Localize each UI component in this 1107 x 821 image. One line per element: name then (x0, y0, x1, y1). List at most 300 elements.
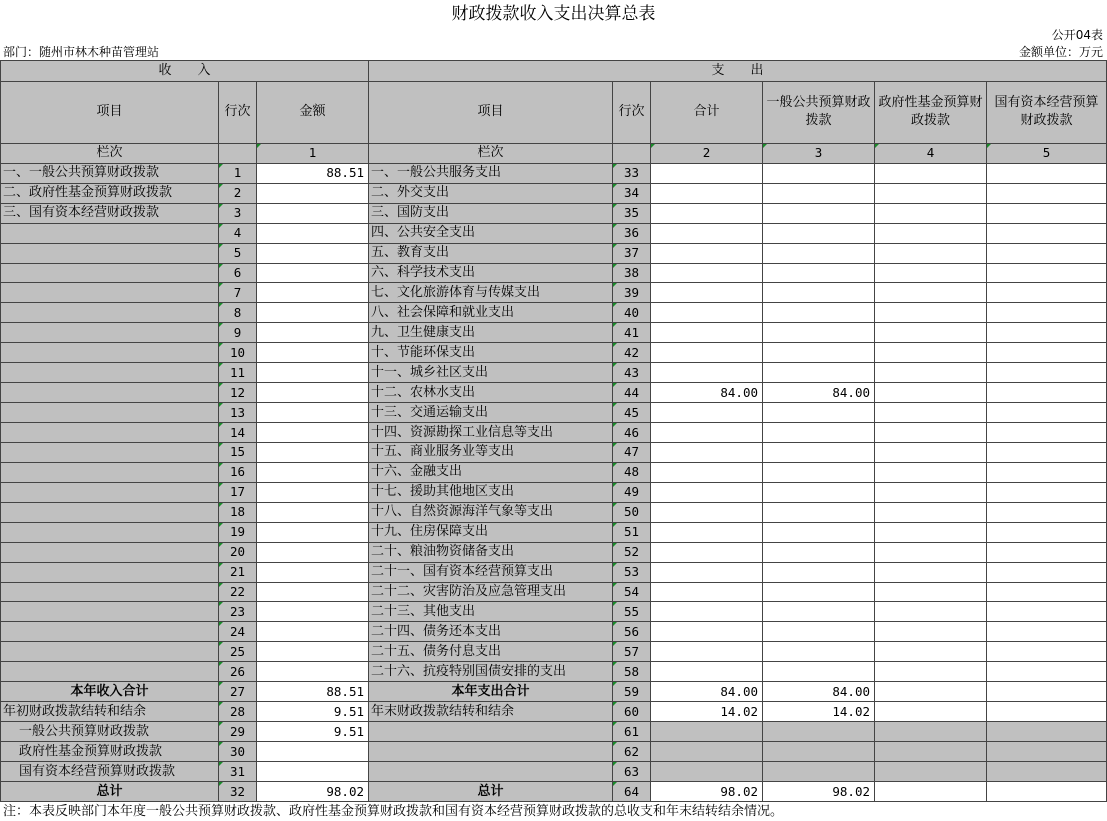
expense-general (763, 462, 875, 482)
income-amount (257, 423, 369, 443)
table-row (1, 602, 1107, 622)
income-row-no: 19 (219, 522, 257, 542)
expense-general (763, 363, 875, 383)
general-budget-header: 一般公共预算财政拨款 (763, 81, 875, 143)
carry-out-total: 14.02 (651, 702, 763, 722)
carry-out-no: 60 (613, 702, 651, 722)
income-item (1, 263, 219, 283)
income-item (1, 502, 219, 522)
income-item (1, 343, 219, 363)
expense-capital (987, 482, 1107, 502)
income-amount (257, 363, 369, 383)
grey-cell (651, 762, 763, 782)
carry-out-label: 年末财政拨款结转和结余 (369, 702, 613, 722)
expense-capital (987, 283, 1107, 303)
expense-row-no: 45 (613, 403, 651, 423)
col-index-4: 4 (875, 143, 987, 163)
income-amount (257, 562, 369, 582)
expense-general (763, 602, 875, 622)
expense-capital (987, 562, 1107, 582)
expense-general (763, 263, 875, 283)
expense-item-header: 项目 (369, 81, 613, 143)
expense-row-no: 51 (613, 522, 651, 542)
expense-fund (875, 343, 987, 363)
income-row-no: 3 (219, 203, 257, 223)
sub-fund-expense-blank (369, 742, 613, 762)
expense-capital (987, 642, 1107, 662)
sub-general-expense-no: 61 (613, 722, 651, 742)
table-row (1, 423, 1107, 443)
expense-total (651, 203, 763, 223)
table-row (1, 522, 1107, 542)
sub-capital-label: 国有资本经营预算财政拨款 (1, 762, 219, 782)
grand-total-label: 总计 (1, 782, 219, 802)
income-amount (257, 283, 369, 303)
expense-row-no: 58 (613, 662, 651, 682)
department-row (0, 44, 1107, 61)
income-row-no: 1 (219, 163, 257, 183)
table-row (1, 323, 1107, 343)
grey-cell (763, 762, 875, 782)
expense-fund (875, 502, 987, 522)
table-row (1, 363, 1107, 383)
expense-fund (875, 183, 987, 203)
expense-total (651, 642, 763, 662)
expense-capital (987, 442, 1107, 462)
income-item (1, 383, 219, 403)
col-index-2: 2 (651, 143, 763, 163)
expense-total (651, 223, 763, 243)
expense-capital (987, 163, 1107, 183)
expense-item: 二十、粮油物资储备支出 (369, 542, 613, 562)
expense-capital (987, 582, 1107, 602)
gov-fund-header: 政府性基金预算财政拨款 (875, 81, 987, 143)
income-amount (257, 622, 369, 642)
income-total-no: 27 (219, 682, 257, 702)
carry-in-amount: 9.51 (257, 702, 369, 722)
expense-item: 十六、金融支出 (369, 462, 613, 482)
expense-total: 84.00 (651, 383, 763, 403)
grand-total-capital (987, 782, 1107, 802)
income-amount (257, 303, 369, 323)
expense-capital (987, 183, 1107, 203)
income-row-no: 15 (219, 442, 257, 462)
income-amount (257, 343, 369, 363)
income-row-no: 20 (219, 542, 257, 562)
expense-capital (987, 662, 1107, 682)
grey-cell (651, 742, 763, 762)
table-row (1, 482, 1107, 502)
income-item: 三、国有资本经营财政拨款 (1, 203, 219, 223)
form-code-row (0, 27, 1107, 44)
income-amount (257, 662, 369, 682)
expense-total (651, 562, 763, 582)
expense-row-no: 55 (613, 602, 651, 622)
income-item-header: 项目 (1, 81, 219, 143)
sub-general-label: 一般公共预算财政拨款 (1, 722, 219, 742)
expense-capital (987, 462, 1107, 482)
income-row-no: 9 (219, 323, 257, 343)
expense-capital (987, 522, 1107, 542)
sub-general-amount: 9.51 (257, 722, 369, 742)
expense-row-no: 56 (613, 622, 651, 642)
expense-capital (987, 383, 1107, 403)
table-row (1, 502, 1107, 522)
income-item (1, 223, 219, 243)
expense-capital (987, 243, 1107, 263)
expense-fund (875, 622, 987, 642)
expense-total (651, 283, 763, 303)
sub-general-no: 29 (219, 722, 257, 742)
grand-total-amount: 98.02 (257, 782, 369, 802)
income-amount (257, 582, 369, 602)
grey-cell (875, 762, 987, 782)
income-item (1, 462, 219, 482)
expense-row-no: 54 (613, 582, 651, 602)
expense-section-header: 支 出 (369, 61, 1107, 82)
income-item (1, 542, 219, 562)
income-row-no: 7 (219, 283, 257, 303)
table-row (1, 622, 1107, 642)
income-item (1, 622, 219, 642)
col-index-label-expense: 栏次 (369, 143, 613, 163)
expense-general (763, 323, 875, 343)
expense-general (763, 622, 875, 642)
table-row (1, 442, 1107, 462)
income-item (1, 482, 219, 502)
expense-row-no: 41 (613, 323, 651, 343)
col-index-1: 1 (257, 143, 369, 163)
expense-total (651, 343, 763, 363)
expense-fund (875, 662, 987, 682)
carry-out-fund (875, 702, 987, 722)
expense-row-no: 47 (613, 442, 651, 462)
expense-fund (875, 163, 987, 183)
grey-cell (651, 722, 763, 742)
col-index-label: 栏次 (1, 143, 219, 163)
unit-label: 金额单位：万元 (1018, 45, 1103, 59)
income-amount (257, 403, 369, 423)
expense-row-no: 44 (613, 383, 651, 403)
income-row-no: 8 (219, 303, 257, 323)
expense-capital (987, 303, 1107, 323)
expense-fund (875, 223, 987, 243)
income-row-no: 21 (219, 562, 257, 582)
expense-row-no: 36 (613, 223, 651, 243)
expense-total (651, 183, 763, 203)
income-item (1, 562, 219, 582)
income-amount (257, 642, 369, 662)
expense-row-no: 50 (613, 502, 651, 522)
income-item (1, 442, 219, 462)
sub-general-expense-blank (369, 722, 613, 742)
expense-total (651, 542, 763, 562)
expense-row-no: 38 (613, 263, 651, 283)
expense-capital (987, 323, 1107, 343)
footnote: 注：本表反映部门本年度一般公共预算财政拨款、政府性基金预算财政拨款和国有资本经营预算财政拨款的总收支和年末结转结余情况。 (3, 804, 784, 819)
table-row (1, 642, 1107, 662)
grey-cell (987, 722, 1107, 742)
table-row (1, 303, 1107, 323)
grand-total-expense-label: 总计 (369, 782, 613, 802)
income-amount (257, 203, 369, 223)
col-index-blank-expense (613, 143, 651, 163)
income-amount (257, 183, 369, 203)
income-amount (257, 442, 369, 462)
grand-total-fund (875, 782, 987, 802)
table-row (1, 383, 1107, 403)
expense-total (651, 363, 763, 383)
expense-row-no: 42 (613, 343, 651, 363)
expense-general (763, 582, 875, 602)
expense-fund (875, 582, 987, 602)
expense-total-no: 59 (613, 682, 651, 702)
expense-row-no: 37 (613, 243, 651, 263)
finance-table (0, 60, 1107, 802)
expense-capital (987, 223, 1107, 243)
grey-cell (763, 722, 875, 742)
income-amount (257, 502, 369, 522)
expense-item: 二十一、国有资本经营预算支出 (369, 562, 613, 582)
income-item (1, 662, 219, 682)
income-amount (257, 542, 369, 562)
sub-capital-expense-blank (369, 762, 613, 782)
income-amount (257, 263, 369, 283)
state-capital-header: 国有资本经营预算财政拨款 (987, 81, 1107, 143)
report-title: 财政拨款收入支出决算总表 (451, 4, 656, 24)
grey-cell (987, 762, 1107, 782)
col-index-5: 5 (987, 143, 1107, 163)
expense-general (763, 283, 875, 303)
table-row (1, 203, 1107, 223)
expense-fund (875, 263, 987, 283)
expense-row-no: 53 (613, 562, 651, 582)
expense-item: 三、国防支出 (369, 203, 613, 223)
expense-general (763, 243, 875, 263)
expense-fund (875, 323, 987, 343)
department-label: 部门：随州市林木种苗管理站 (3, 45, 160, 59)
grand-total-expense-no: 64 (613, 782, 651, 802)
expense-total (651, 442, 763, 462)
expense-item: 二十六、抗疫特别国债安排的支出 (369, 662, 613, 682)
carry-in-no: 28 (219, 702, 257, 722)
col-index-3: 3 (763, 143, 875, 163)
expense-item: 十八、自然资源海洋气象等支出 (369, 502, 613, 522)
income-item: 二、政府性基金预算财政拨款 (1, 183, 219, 203)
grey-cell (875, 742, 987, 762)
income-item (1, 522, 219, 542)
expense-fund (875, 462, 987, 482)
expense-total (651, 263, 763, 283)
income-amount (257, 383, 369, 403)
expense-item: 七、文化旅游体育与传媒支出 (369, 283, 613, 303)
income-amount (257, 482, 369, 502)
expense-fund (875, 542, 987, 562)
income-row-no: 13 (219, 403, 257, 423)
expense-row-no-header: 行次 (613, 81, 651, 143)
income-amount (257, 462, 369, 482)
expense-capital (987, 263, 1107, 283)
income-amount (257, 223, 369, 243)
income-row-no: 2 (219, 183, 257, 203)
income-amount (257, 522, 369, 542)
expense-total-header: 合计 (651, 81, 763, 143)
income-row-no: 26 (219, 662, 257, 682)
expense-item: 二、外交支出 (369, 183, 613, 203)
table-row (1, 662, 1107, 682)
expense-general (763, 502, 875, 522)
sub-capital-expense-no: 63 (613, 762, 651, 782)
expense-capital (987, 622, 1107, 642)
expense-total-general: 84.00 (763, 682, 875, 702)
table-row (1, 263, 1107, 283)
expense-total (651, 303, 763, 323)
expense-capital (987, 343, 1107, 363)
expense-total (651, 602, 763, 622)
income-item (1, 403, 219, 423)
income-row-no-header: 行次 (219, 81, 257, 143)
income-row-no: 18 (219, 502, 257, 522)
expense-capital (987, 502, 1107, 522)
grand-total-no: 32 (219, 782, 257, 802)
expense-item: 十五、商业服务业等支出 (369, 442, 613, 462)
table-row (1, 462, 1107, 482)
sub-fund-expense-no: 62 (613, 742, 651, 762)
grand-total-general: 98.02 (763, 782, 875, 802)
table-row (1, 283, 1107, 303)
sub-capital-amount (257, 762, 369, 782)
grey-cell (987, 742, 1107, 762)
income-amount (257, 602, 369, 622)
expense-total (651, 522, 763, 542)
income-row-no: 16 (219, 462, 257, 482)
expense-row-no: 57 (613, 642, 651, 662)
expense-total (651, 462, 763, 482)
grey-cell (875, 722, 987, 742)
income-row-no: 24 (219, 622, 257, 642)
expense-general (763, 562, 875, 582)
expense-fund (875, 562, 987, 582)
expense-general (763, 203, 875, 223)
sub-capital-no: 31 (219, 762, 257, 782)
expense-item: 二十五、债务付息支出 (369, 642, 613, 662)
expense-capital (987, 203, 1107, 223)
expense-item: 十二、农林水支出 (369, 383, 613, 403)
expense-fund (875, 482, 987, 502)
table-row (1, 183, 1107, 203)
income-row-no: 22 (219, 582, 257, 602)
expense-general (763, 343, 875, 363)
income-amount: 88.51 (257, 163, 369, 183)
expense-row-no: 43 (613, 363, 651, 383)
expense-row-no: 33 (613, 163, 651, 183)
form-code: 公开04表 (1051, 28, 1103, 42)
expense-item: 十、节能环保支出 (369, 343, 613, 363)
income-section-header: 收 入 (1, 61, 369, 82)
expense-general (763, 303, 875, 323)
income-row-no: 4 (219, 223, 257, 243)
expense-row-no: 48 (613, 462, 651, 482)
expense-general (763, 662, 875, 682)
expense-total-label: 本年支出合计 (369, 682, 613, 702)
expense-total (651, 502, 763, 522)
expense-row-no: 49 (613, 482, 651, 502)
expense-item: 一、一般公共服务支出 (369, 163, 613, 183)
expense-total-fund (875, 682, 987, 702)
income-item (1, 363, 219, 383)
income-item (1, 642, 219, 662)
expense-total (651, 582, 763, 602)
income-row-no: 17 (219, 482, 257, 502)
expense-item: 二十三、其他支出 (369, 602, 613, 622)
income-total-amount: 88.51 (257, 682, 369, 702)
expense-total (651, 482, 763, 502)
expense-item: 二十四、债务还本支出 (369, 622, 613, 642)
income-item (1, 323, 219, 343)
sub-fund-amount (257, 742, 369, 762)
expense-item: 二十二、灾害防治及应急管理支出 (369, 582, 613, 602)
expense-general (763, 642, 875, 662)
expense-fund (875, 383, 987, 403)
table-row (1, 562, 1107, 582)
income-row-no: 14 (219, 423, 257, 443)
col-index-blank (219, 143, 257, 163)
table-row (1, 542, 1107, 562)
income-amount (257, 243, 369, 263)
expense-capital (987, 542, 1107, 562)
expense-row-no: 34 (613, 183, 651, 203)
income-amount-header: 金额 (257, 81, 369, 143)
expense-fund (875, 403, 987, 423)
income-item (1, 303, 219, 323)
grey-cell (763, 742, 875, 762)
expense-item: 五、教育支出 (369, 243, 613, 263)
expense-fund (875, 442, 987, 462)
expense-fund (875, 203, 987, 223)
income-item: 一、一般公共预算财政拨款 (1, 163, 219, 183)
expense-capital (987, 602, 1107, 622)
expense-row-no: 46 (613, 423, 651, 443)
expense-general: 84.00 (763, 383, 875, 403)
expense-general (763, 542, 875, 562)
income-row-no: 5 (219, 243, 257, 263)
expense-fund (875, 522, 987, 542)
expense-fund (875, 363, 987, 383)
income-item (1, 602, 219, 622)
expense-general (763, 423, 875, 443)
income-row-no: 23 (219, 602, 257, 622)
income-row-no: 12 (219, 383, 257, 403)
table-row (1, 582, 1107, 602)
expense-general (763, 183, 875, 203)
expense-item: 十四、资源勘探工业信息等支出 (369, 423, 613, 443)
income-row-no: 11 (219, 363, 257, 383)
expense-item: 六、科学技术支出 (369, 263, 613, 283)
table-row (1, 403, 1107, 423)
expense-general (763, 522, 875, 542)
income-item (1, 243, 219, 263)
income-total-label: 本年收入合计 (1, 682, 219, 702)
expense-total (651, 163, 763, 183)
expense-capital (987, 363, 1107, 383)
expense-total-capital (987, 682, 1107, 702)
expense-total-amount: 84.00 (651, 682, 763, 702)
expense-item: 十七、援助其他地区支出 (369, 482, 613, 502)
expense-fund (875, 642, 987, 662)
income-item (1, 423, 219, 443)
income-item (1, 582, 219, 602)
grand-total-expense: 98.02 (651, 782, 763, 802)
